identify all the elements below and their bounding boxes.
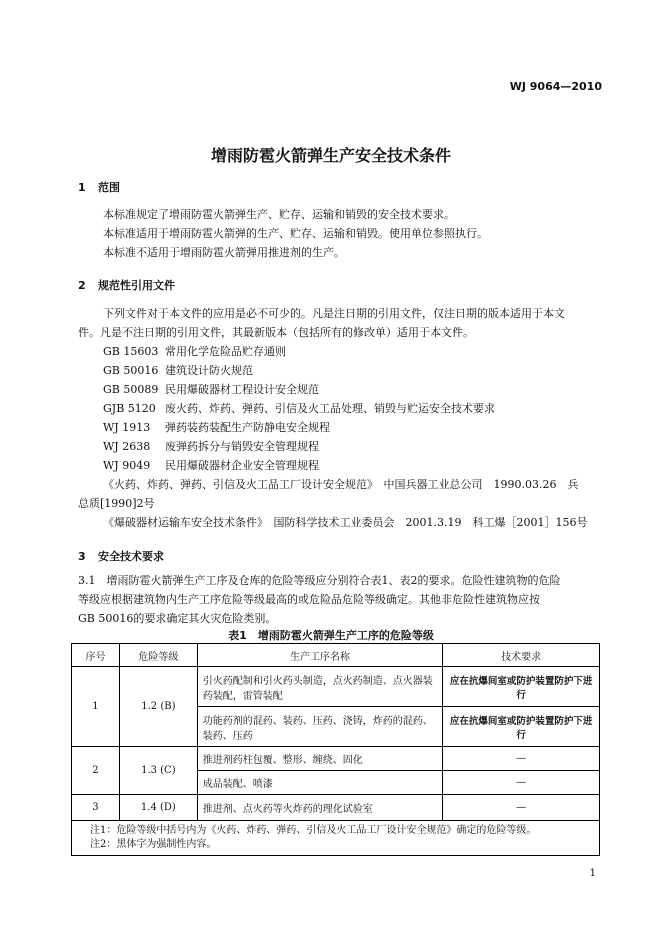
reference-extra: 总质[1990]2号 bbox=[78, 497, 155, 510]
section-number: 3 bbox=[78, 550, 86, 563]
serial-cell: 2 bbox=[72, 747, 120, 795]
reference-name: 民用爆破器材企业安全管理规程 bbox=[165, 459, 319, 472]
paragraph-line: 等级应根据建筑物内生产工序危险等级最高的或危险品危险等级确定。其他非危险性建筑物应按 bbox=[78, 593, 540, 606]
table-row bbox=[72, 747, 600, 771]
serial-cell: 3 bbox=[72, 795, 120, 821]
paragraph-line: 本标准规定了增雨防雹火箭弹生产、贮存、运输和销毁的安全技术要求。 bbox=[103, 208, 455, 221]
reference-code: WJ 2638 bbox=[103, 440, 151, 453]
process-cell: 推进剂药柱包覆、整形、缠绕、固化 bbox=[197, 747, 442, 771]
header-cell: 序号 bbox=[72, 644, 120, 667]
requirement-cell: 应在抗爆间室或防护装置防护下进行 bbox=[443, 667, 600, 707]
table-notes bbox=[72, 821, 600, 856]
table-row bbox=[72, 667, 600, 707]
section-number: 1 bbox=[78, 181, 86, 194]
document-title: 增雨防雹火箭弹生产安全技术条件 bbox=[210, 146, 451, 165]
reference-name: 建筑设计防火规范 bbox=[165, 364, 253, 377]
paragraph-line: 本标准不适用于增雨防雹火箭弹用推进剂的生产。 bbox=[103, 246, 345, 259]
section-title: 规范性引用文件 bbox=[98, 279, 175, 292]
requirement-cell: — bbox=[443, 771, 600, 795]
reference-code: GB 15603 bbox=[103, 345, 159, 358]
table-row bbox=[72, 795, 600, 821]
hazard-grade-cell: 1.3 (C) bbox=[119, 747, 197, 795]
requirement-cell: — bbox=[443, 795, 600, 821]
reference-item bbox=[103, 421, 330, 435]
reference-item bbox=[103, 459, 319, 473]
hazard-table bbox=[71, 643, 600, 856]
table-notes-row bbox=[72, 821, 600, 856]
reference-name: 民用爆破器材工程设计安全规范 bbox=[165, 383, 319, 396]
document-code: WJ 9064—2010 bbox=[509, 80, 602, 93]
reference-code: GJB 5120 bbox=[103, 402, 156, 415]
process-cell: 引火药配制和引火药头制造，点火药制造、点火器装药装配，雷管装配 bbox=[197, 667, 442, 707]
section-title: 安全技术要求 bbox=[98, 550, 164, 563]
requirement-cell: 应在抗爆间室或防护装置防护下进行 bbox=[443, 707, 600, 747]
reference-name: 弹药装药装配生产防静电安全规程 bbox=[165, 421, 330, 434]
hazard-grade-cell: 1.4 (D) bbox=[119, 795, 197, 821]
paragraph-line: 件。凡是不注日期的引用文件，其最新版本（包括所有的修改单）适用于本文件。 bbox=[78, 326, 474, 339]
requirement-cell: — bbox=[443, 747, 600, 771]
header-cell: 技术要求 bbox=[443, 644, 600, 667]
paragraph-line: 下列文件对于本文件的应用是必不可少的。凡是注日期的引用文件，仅注日期的版本适用于本文 bbox=[103, 307, 565, 320]
reference-item bbox=[103, 402, 495, 416]
reference-code: WJ 1913 bbox=[103, 421, 151, 434]
reference-code: GB 50016 bbox=[103, 364, 159, 377]
section-1-heading bbox=[78, 179, 120, 195]
header-cell: 生产工序名称 bbox=[197, 644, 442, 667]
section-3-heading bbox=[78, 548, 164, 564]
reference-item bbox=[103, 364, 253, 378]
reference-extra: 《火药、炸药、弹药、引信及火工品工厂设计安全规范》 中国兵器工业总公司 1990.03.26 兵 bbox=[103, 478, 579, 491]
serial-cell: 1 bbox=[72, 667, 120, 747]
paragraph-line: 3.1 增雨防雹火箭弹生产工序及仓库的危险等级应分别符合表1、表2的要求。危险性建筑物的危险 bbox=[78, 574, 561, 587]
reference-code: WJ 9049 bbox=[103, 459, 151, 472]
reference-item bbox=[103, 383, 319, 397]
hazard-grade-cell: 1.2 (B) bbox=[119, 667, 197, 747]
reference-name: 废火药、炸药、弹药、引信及火工品处理、销毁与贮运安全技术要求 bbox=[165, 402, 495, 415]
page-number: 1 bbox=[589, 868, 596, 879]
header-cell: 危险等级 bbox=[119, 644, 197, 667]
table-header-row bbox=[72, 644, 600, 667]
reference-item bbox=[103, 345, 286, 359]
reference-item bbox=[103, 440, 319, 454]
section-number: 2 bbox=[78, 279, 86, 292]
reference-name: 废弹药拆分与销毁安全管理规程 bbox=[165, 440, 319, 453]
section-title: 范围 bbox=[98, 181, 120, 194]
reference-extra: 《爆破器材运输车安全技术条件》 国防科学技术工业委员会 2001.3.19 科工爆［2001］156号 bbox=[103, 516, 588, 529]
reference-name: 常用化学危险品贮存通则 bbox=[165, 345, 286, 358]
process-cell: 功能药剂的混药、装药、压药、浇铸，炸药的混药、装药、压药 bbox=[197, 707, 442, 747]
process-cell: 成品装配、喷漆 bbox=[197, 771, 442, 795]
paragraph-line: GB 50016的要求确定其火灾危险类别。 bbox=[78, 612, 277, 625]
table-note: 注2：黑体字为强制性内容。 bbox=[90, 839, 217, 850]
process-cell: 推进剂、点火药等火炸药的理化试验室 bbox=[197, 795, 442, 821]
table-note: 注1：危险等级中括号内为《火药、炸药、弹药、引信及火工品工厂设计安全规范》确定的危险等级。 bbox=[90, 825, 537, 836]
paragraph-line: 本标准适用于增雨防雹火箭弹的生产、贮存、运输和销毁。使用单位参照执行。 bbox=[103, 227, 488, 240]
reference-code: GB 50089 bbox=[103, 383, 159, 396]
section-2-heading bbox=[78, 277, 175, 293]
table-caption: 表1 增雨防雹火箭弹生产工序的危险等级 bbox=[228, 629, 434, 642]
